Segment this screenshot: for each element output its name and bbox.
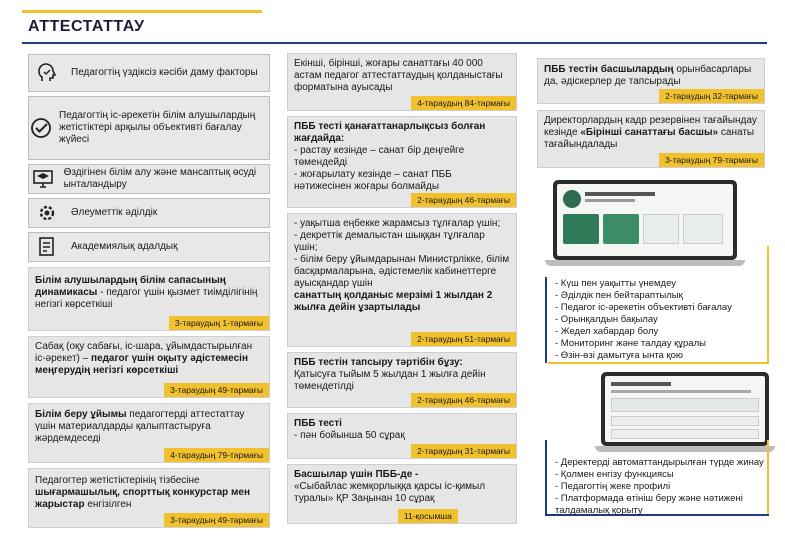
right-box-text2: санаты тағайындалады bbox=[544, 127, 755, 150]
mid-box-line: «Сыбайлас жемқорлыққа қарсы іс-қимыл туралы» ҚР Заңынан 10 сұрақ bbox=[294, 481, 486, 504]
mid-box-line: - растау кезінде – санат бір деңгейге төмендейді bbox=[294, 145, 465, 168]
mid-box-pbb-test bbox=[287, 413, 517, 459]
mid-box-heading: ПББ тесті bbox=[294, 418, 342, 429]
list-item: - Платформада өтініш беру және нәтижені талдамалық қорыту bbox=[555, 493, 743, 516]
icon-row-social-justice bbox=[28, 198, 270, 228]
list-item: - Күш пен уақытты үнемдеу bbox=[555, 278, 677, 289]
mid-box-unsatisfactory-test bbox=[287, 116, 517, 208]
mid-box-line: - жоғарылату кезінде – санат ПББ нәтижесінен жоғары болмайды bbox=[294, 169, 452, 192]
reference-tag: 3-тараудың 79-тармағы bbox=[659, 153, 764, 167]
mid-box-heading: ПББ тесті қанағаттанарлықсыз болған жағдайда: bbox=[294, 121, 486, 144]
accent-bracket bbox=[767, 440, 769, 516]
benefits-list-2 bbox=[555, 457, 765, 517]
gear-people-icon bbox=[29, 199, 65, 227]
left-box-bold: Білім беру ұйымы bbox=[35, 409, 127, 420]
icon-row-self-education bbox=[28, 164, 270, 194]
checklist-icon bbox=[29, 233, 65, 261]
left-box-lesson bbox=[28, 336, 270, 398]
left-box-text: педагогтерді аттестаттау үшін материалдарды қалыптастыруға жәрдемдеседі bbox=[35, 409, 245, 444]
mid-box-test-violation bbox=[287, 352, 517, 408]
list-item: - Орынқалдын бақылау bbox=[555, 314, 658, 325]
benefits-list-1 bbox=[555, 278, 765, 362]
list-item: - Әділдік пен бейтараптылық bbox=[555, 290, 683, 301]
mid-box-heading: ПББ тестін тапсыру тәртібін бұзу: bbox=[294, 357, 463, 368]
right-box-text: Директорлардың кадр резервінен тағайындау кезінде bbox=[544, 115, 757, 138]
left-box-text: (оқу сабағы, іс-шара, ұйымдастырылған іс-әрекет) – bbox=[35, 341, 253, 364]
mid-box-line: - пән бойынша 50 сұрақ bbox=[294, 430, 405, 441]
reference-tag: 2-тараудың 51-тармағы bbox=[411, 332, 516, 346]
right-box-deputies bbox=[537, 58, 765, 104]
accent-bracket bbox=[767, 246, 769, 364]
reference-tag: 3-тараудың 49-тармағы bbox=[164, 383, 269, 397]
reference-tag: 4-тараудың 84-тармағы bbox=[411, 96, 516, 110]
mid-box-line: - уақытша еңбекке жарамсыз тұлғалар үшін; bbox=[294, 218, 501, 229]
list-item: - Педагогтің жеке профилі bbox=[555, 481, 671, 492]
left-box-pre: Сабақ bbox=[35, 341, 64, 352]
icon-row-objective-assessment bbox=[28, 96, 270, 160]
reference-tag: 3-тараудың 1-тармағы bbox=[169, 316, 269, 330]
right-box-text: орынбасарлары да, әдіскерлер де тапсырады bbox=[544, 64, 752, 87]
right-box-directors-reserve bbox=[537, 110, 765, 168]
reference-tag: 4-тараудың 79-тармағы bbox=[164, 448, 269, 462]
icon-row-label: Педагогтің үздіксіз кәсіби даму факторы bbox=[71, 67, 258, 78]
reference-tag: 11-қосымша bbox=[398, 509, 458, 523]
left-box-competitions bbox=[28, 468, 270, 528]
header-divider bbox=[22, 42, 767, 44]
list-item: - Өзін-өзі дамытуға ынта қою bbox=[555, 350, 684, 361]
mid-box-line: Қатысуға тыйым 5 жылдан 1 жылға дейін төмендетілді bbox=[294, 369, 486, 392]
icon-row-label: Педагогтің іс-әрекетін білім алушылардың жетістіктері арқылы объективті бағалау жүйесі bbox=[59, 110, 256, 145]
page-title: АТТЕСТАТТАУ bbox=[28, 18, 145, 35]
checkmark-circle-icon bbox=[29, 97, 53, 159]
top-accent-line bbox=[22, 10, 262, 13]
left-box-bold: педагог үшін оқыту әдістемесін меңгерудің негізгі көрсеткіші bbox=[35, 353, 248, 376]
left-box-text: енгізілген bbox=[84, 499, 132, 510]
navy-bracket bbox=[545, 440, 547, 516]
mid-box-teachers-transition bbox=[287, 53, 517, 111]
mid-box-line: - декреттік демалыстан шыққан тұлғалар үшін; bbox=[294, 230, 485, 253]
list-item: - Жедел хабардар болу bbox=[555, 326, 659, 337]
reference-tag: 3-тараудың 49-тармағы bbox=[164, 513, 269, 527]
reference-tag: 2-тараудың 46-тармағы bbox=[411, 393, 516, 407]
list-item: - Педагог іс-әрекетін объективті бағалау bbox=[555, 302, 732, 313]
mid-box-leaders-pbb bbox=[287, 464, 517, 524]
accent-bracket bbox=[548, 362, 769, 364]
icon-row-label: Академиялық адалдық bbox=[71, 241, 178, 252]
icon-row-professional-development bbox=[28, 54, 270, 92]
navy-bracket bbox=[545, 277, 547, 363]
reference-tag: 2-тараудың 32-тармағы bbox=[659, 89, 764, 103]
left-box-bold: Білім алушылардың білім сапасының динамикасы bbox=[35, 275, 226, 298]
left-box-pre: Педагогтер жетістіктерінің тізбесіне bbox=[35, 475, 200, 486]
left-box-text: - педагог үшін қызмет тиімділігінің негізгі көрсеткіші bbox=[35, 287, 258, 310]
list-item: - Қолмен енгізу функциясы bbox=[555, 469, 674, 480]
icon-row-label: Өздігінен білім алу және мансаптық өсуді ынталандыру bbox=[63, 167, 257, 190]
list-item: - Мониторинг және талдау құралы bbox=[555, 338, 706, 349]
icon-row-label: Әлеуметтік әділдік bbox=[71, 207, 158, 218]
icon-row-academic-integrity bbox=[28, 232, 270, 262]
graduate-screen-icon bbox=[29, 165, 58, 193]
left-box-organization bbox=[28, 403, 270, 463]
right-box-bold: «Бірінші санаттағы басшы» bbox=[580, 127, 719, 138]
mid-box-bold-tail: санаттың қолданыс мерзімі 1 жылдан 2 жылға дейін ұзартылады bbox=[294, 290, 493, 313]
reference-tag: 2-тараудың 31-тармағы bbox=[411, 444, 516, 458]
laptop-illustration bbox=[545, 180, 745, 270]
mid-box-line: - білім беру ұйымдарынан Министрлікке, білім басқармаларына, әдістемелік кабинеттерге ауысқандар үшін bbox=[294, 254, 510, 289]
laptop-illustration-2 bbox=[595, 372, 775, 454]
right-box-bold: ПББ тестін басшылардың bbox=[544, 64, 674, 75]
mid-box-category-extension bbox=[287, 213, 517, 347]
mid-box-text: Екінші, бірінші, жоғары санаттағы 40 000 астам педагог аттестаттаудың қолданыстағы форматына ауысады bbox=[294, 58, 503, 93]
left-box-bold: шығармашылық, спорттық конкурстар мен жарыстар bbox=[35, 487, 251, 510]
left-box-quality-dynamics bbox=[28, 267, 270, 331]
mid-box-heading: Басшылар үшін ПББ-де - bbox=[294, 469, 419, 480]
head-profile-icon bbox=[29, 55, 65, 91]
reference-tag: 2-тараудың 46-тармағы bbox=[411, 193, 516, 207]
list-item: - Деректерді автоматтандырылған түрде жинау bbox=[555, 457, 764, 468]
